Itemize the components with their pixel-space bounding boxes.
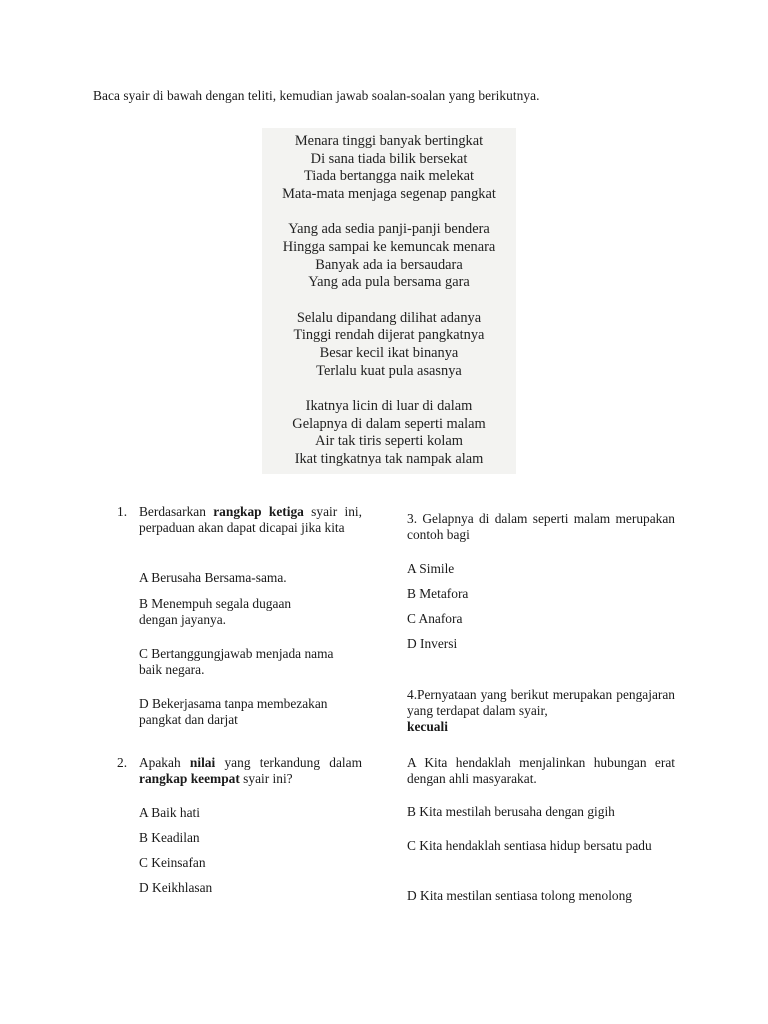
poem-stanza-3 [262, 310, 516, 380]
poem-line: Besar kecil ikat binanya [319, 344, 459, 361]
question-text [139, 755, 362, 787]
poem-line: Mata-mata menjaga segenap pangkat [282, 185, 496, 202]
poem-stanza-4 [262, 398, 516, 468]
option-d[interactable]: D Inversi [407, 636, 458, 651]
poem-line: Gelapnya di dalam seperti malam [292, 415, 486, 432]
question-4 [407, 687, 675, 735]
option-b[interactable]: B Menempuh segala dugaan dengan jayanya. [139, 596, 292, 627]
option-b[interactable]: B Kita mestilah berusaha dengan gigih [407, 804, 615, 819]
question-2 [117, 755, 362, 787]
question-3: 3. Gelapnya di dalam seperti malam merupakan contoh bagi [407, 511, 675, 542]
poem-line: Tiada bertangga naik melekat [303, 168, 475, 185]
question-text-bold: kecuali [407, 719, 448, 734]
poem-stanza-1 [262, 133, 516, 203]
option-c[interactable]: C Anafora [407, 611, 463, 626]
poem-line: Hingga sampai ke kemuncak menara [282, 238, 496, 255]
option-d[interactable]: D Kita mestilan sentiasa tolong menolong [407, 888, 632, 903]
option-d[interactable]: D Bekerjasama tanpa membezakan pangkat dan darjat [139, 696, 328, 727]
poem-line: Yang ada sedia panji-panji bendera [288, 221, 490, 238]
poem-line: Di sana tiada bilik bersekat [310, 150, 468, 167]
question-text-part: yang terkandung dalam [215, 755, 362, 770]
option-c[interactable]: C Bertanggungjawab menjada nama baik negara. [139, 646, 334, 677]
poem-image [262, 133, 516, 487]
poem-line: Air tak tiris seperti kolam [315, 433, 463, 450]
poem-line: Ikat tingkatnya tak nampak alam [294, 450, 484, 467]
poem-stanza-2 [262, 221, 516, 291]
question-text-part: syair ini, perpaduan akan dapat dicapai jika kita [139, 504, 362, 535]
poem-line: Banyak ada ia bersaudara [315, 256, 463, 273]
option-a[interactable]: A Kita hendaklah menjalinkan hubungan erat dengan ahli masyarakat. [407, 755, 675, 786]
question-text-bold: rangkap ketiga [213, 504, 304, 519]
question-text-bold: nilai [189, 755, 216, 770]
poem-line: Terlalu kuat pula asasnya [316, 362, 462, 379]
instruction-text: Baca syair di bawah dengan teliti, kemudian jawab soalan-soalan yang berikutnya. [93, 88, 540, 103]
question-number: 2. [117, 755, 128, 770]
poem-line: Ikatnya licin di luar di dalam [305, 398, 473, 415]
question-text-bold: rangkap keempat [139, 771, 240, 786]
question-1 [117, 504, 362, 536]
question-text-part: Berdasarkan [139, 504, 214, 519]
option-a[interactable]: A Berusaha Bersama-sama. [139, 570, 287, 585]
question-text [139, 504, 362, 536]
option-b[interactable]: B Metafora [407, 586, 469, 601]
poem-line: Selalu dipandang dilihat adanya [296, 309, 482, 326]
option-a[interactable]: A Simile [407, 561, 455, 576]
option-a[interactable]: A Baik hati [139, 805, 200, 820]
poem-line: Yang ada pula bersama gara [308, 274, 470, 291]
option-d[interactable]: D Keikhlasan [139, 880, 213, 895]
question-number: 1. [117, 504, 128, 519]
option-b[interactable]: B Keadilan [139, 830, 200, 845]
option-c[interactable]: C Kita hendaklah sentiasa hidup bersatu padu [407, 838, 652, 853]
poem-line: Tinggi rendah dijerat pangkatnya [293, 327, 485, 344]
question-text-part: syair ini? [239, 771, 293, 786]
question-text: 4.Pernyataan yang berikut merupakan pengajaran yang terdapat dalam syair, [407, 687, 675, 718]
poem-line: Menara tinggi banyak bertingkat [294, 133, 484, 149]
option-c[interactable]: C Keinsafan [139, 855, 206, 870]
question-text-part: Apakah [139, 755, 190, 770]
